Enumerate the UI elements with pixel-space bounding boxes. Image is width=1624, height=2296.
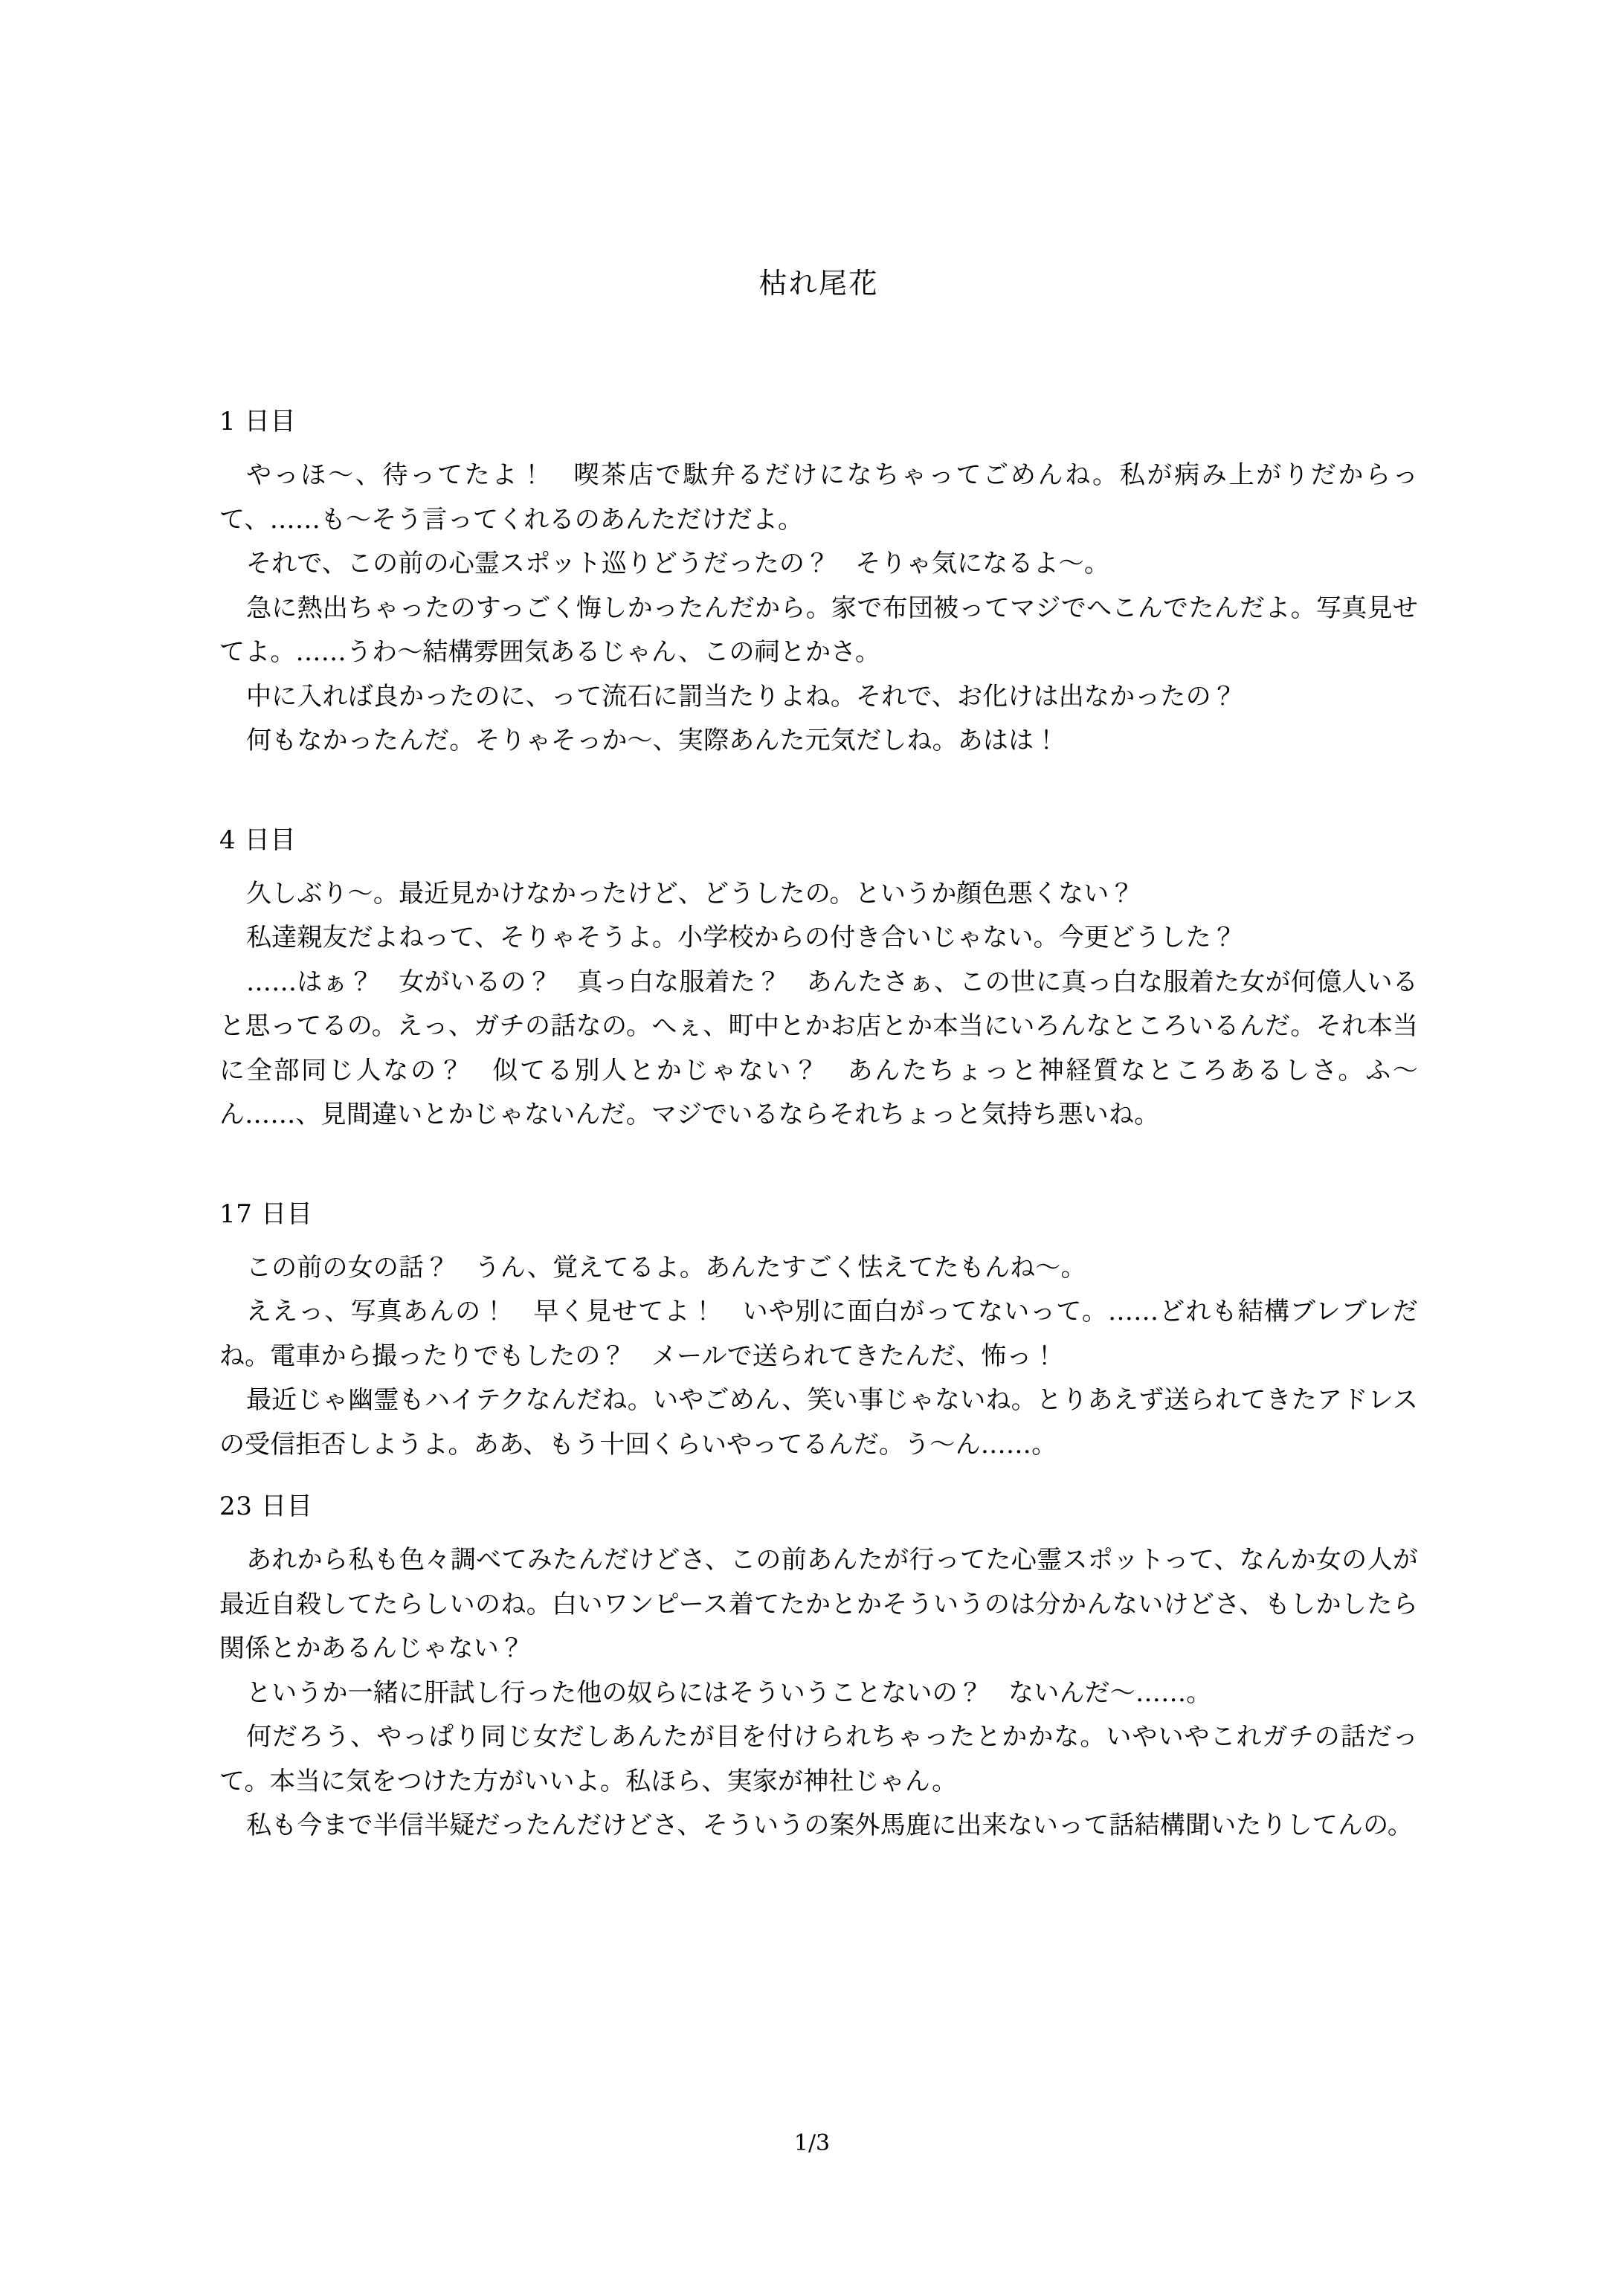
paragraph: 急に熱出ちゃったのすっごく悔しかったんだから。家で布団被ってマジでへこんでたんだよ。写真見せてよ。……うわ〜結構雰囲気あるじゃん、この祠とかさ。 [219,593,1418,667]
paragraph: ええっ、写真あんの！ 早く見せてよ！ いや別に面白がってないって。……どれも結構ブレブレだね。電車から撮ったりでもしたの？ メールで送られてきたんだ、怖っ！ [219,1297,1418,1371]
day-heading-1: 1 日目 [219,407,297,436]
paragraph: ……はぁ？ 女がいるの？ 真っ白な服着た？ あんたさぁ、この世に真っ白な服着た女が何億人いると思ってるの。えっ、ガチの話なの。へぇ、町中とかお店とか本当にいろんなところいるんだ。それ本当に全部同じ人なの？ 似てる別人とかじゃない？ あんたちょっと神経質なところあるしさ。ふ〜ん……、見間違いとかじゃないんだ。マジでいるならそれちょっと気持ち悪いね。 [219,967,1418,1129]
paragraph: やっほ〜、待ってたよ！ 喫茶店で駄弁るだけになちゃってごめんね。私が病み上がりだからって、……も〜そう言ってくれるのあんただけだよ。 [219,460,1418,535]
day-heading-4: 4 日目 [219,825,297,855]
page-title: 枯れ尾花 [758,267,879,300]
paragraph: それで、この前の心霊スポット巡りどうだったの？ そりゃ気になるよ〜。 [246,549,1110,578]
day-heading-23: 23 日目 [219,1492,313,1521]
day-section-17 [219,1199,1418,1468]
paragraph: 最近じゃ幽霊もハイテクなんだね。いやごめん、笑い事じゃないね。とりあえず送られてきたアドレスの受信拒否しようよ。ああ、もう十回くらいやってるんだ。う〜ん……。 [219,1385,1418,1460]
day-section-23 [219,1494,1418,1848]
paragraph: 私達親友だよねって、そりゃそうよ。小学校からの付き合いじゃない。今更どうした？ [246,923,1237,952]
paragraph: この前の女の話？ うん、覚えてるよ。あんたすごく怯えてたもんね〜。 [246,1252,1086,1283]
page-number: 1/3 [793,2130,831,2156]
section-list [219,409,1418,1848]
paragraph: 久しぶり〜。最近見かけなかったけど、どうしたの。というか顔色悪くない？ [246,878,1135,909]
paragraph: 中に入れば良かったのに、って流石に罰当たりよね。それで、お化けは出なかったの？ [246,681,1237,712]
paragraph: というか一緒に肝試し行った他の奴らにはそういうことないの？ ないんだ〜……。 [246,1677,1212,1708]
day-heading-17: 17 日目 [219,1199,313,1229]
paragraph: 何だろう、やっぱり同じ女だしあんたが目を付けられちゃったとかかな。いやいやこれガチの話だって。本当に気をつけた方がいいよ。私ほら、実家が神社じゃん。 [219,1722,1418,1796]
day-section-1 [219,409,1418,764]
paragraph: 私も今まで半信半疑だったんだけどさ、そういうの案外馬鹿に出来ないって話結構聞いたりしてんの。 [246,1810,1414,1840]
paragraph: 何もなかったんだ。そりゃそっか〜、実際あんた元気だしね。あはは！ [246,726,1060,755]
day-section-4 [219,825,1418,1138]
document-content [219,0,1418,1848]
paragraph: あれから私も色々調べてみたんだけどさ、この前あんたが行ってた心霊スポットって、なんか女の人が最近自殺してたらしいのね。白いワンピース着てたかとかそういうのは分かんないけどさ、もしかしたら関係とかあるんじゃない？ [219,1545,1418,1663]
